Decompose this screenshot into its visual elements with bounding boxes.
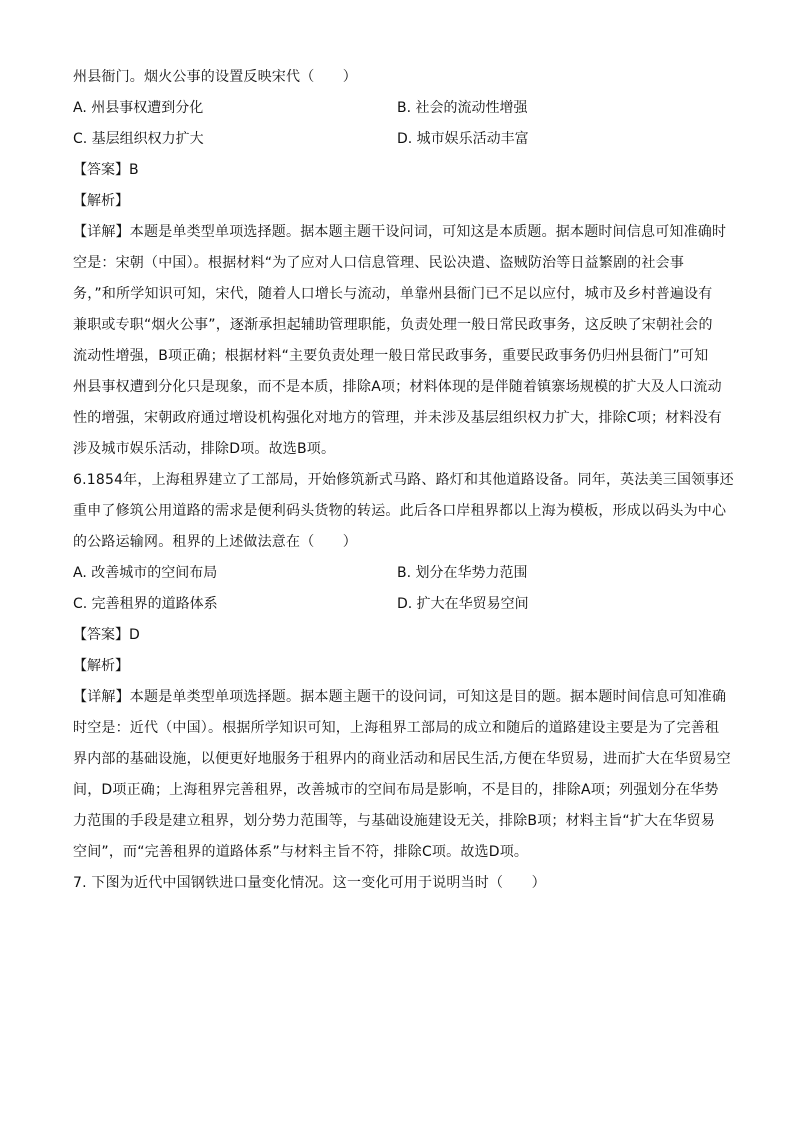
q5-options-row-2 — [73, 124, 723, 155]
q5-detail-line: 【详解】本题是单类型单项选择题。据本题主题干设问词，可知这是本质题。据本题时间信息可知准确时 — [73, 224, 727, 240]
q6-analysis-label: 【解析】 — [73, 658, 129, 674]
q6-answer: 【答案】D — [73, 627, 140, 643]
q5-detail-line: 州县事权遭到分化只是现象，而不是本质，排除A项；材料体现的是伴随着镇寨场规模的扩大及人口流动 — [73, 379, 722, 395]
q6-stem-line: 的公路运输网。租界的上述做法意在（ ） — [73, 534, 357, 550]
q5-stem-tail: 州县衙门。烟火公事的设置反映宋代（ ） — [73, 69, 357, 85]
document-page — [73, 62, 734, 899]
q6-detail-line: 间，D项正确；上海租界完善租界，改善城市的空间布局是影响，不是目的，排除A项；列强划分在华势 — [73, 782, 719, 798]
q6-detail-line: 力范围的手段是建立租界，划分势力范围等，与基础设施建设无关，排除B项；材料主旨“扩大在华贸易 — [73, 813, 716, 829]
q6-option-d: D. 扩大在华贸易空间 — [397, 596, 529, 612]
q5-analysis-label: 【解析】 — [73, 193, 129, 209]
q6-option-c: C. 完善租界的道路体系 — [73, 596, 218, 612]
q6-options-row-2 — [73, 589, 723, 620]
q5-detail-line: 空是：宋朝（中国）。根据材料“为了应对人口信息管理、民讼决遣、盗贼防治等日益繁剧的社会事 — [73, 255, 685, 271]
q5-options-row-1 — [73, 93, 723, 124]
q6-detail-line: 【详解】本题是单类型单项选择题。据本题主题干的设问词，可知这是目的题。据本题时间信息可知准确 — [73, 689, 727, 705]
q5-detail-line: 性的增强，宋朝政府通过增设机构强化对地方的管理，并未涉及基层组织权力扩大，排除C项；材料没有 — [73, 410, 722, 426]
q6-option-b: B. 划分在华势力范围 — [397, 565, 528, 581]
q6-detail-line: 时空是：近代（中国）。根据所学知识可知，上海租界工部局的成立和随后的道路建设主要是为了完善租 — [73, 720, 720, 736]
q6-stem-line: 6.1854年，上海租界建立了工部局，开始修筑新式马路、路灯和其他道路设备。同年，英法美三国领事还 — [73, 472, 734, 488]
q5-detail-line: 务，”和所学知识可知，宋代，随着人口增长与流动，单靠州县衙门已不足以应付，城市及乡村普遍设有 — [73, 286, 713, 302]
q6-detail-line: 界内部的基础设施，以便更好地服务于租界内的商业活动和居民生活,方便在华贸易，进而扩大在华贸易空 — [73, 751, 731, 767]
q5-detail-line: 流动性增强，B项正确；根据材料“主要负责处理一般日常民政事务，重要民政事务仍归州县衙门”可知 — [73, 348, 709, 364]
q5-option-c: C. 基层组织权力扩大 — [73, 131, 204, 147]
q6-options-row-1 — [73, 558, 723, 589]
q6-option-a: A. 改善城市的空间布局 — [73, 565, 218, 581]
q6-stem-line: 重申了修筑公用道路的需求是便利码头货物的转运。此后各口岸租界都以上海为模板，形成以码头为中心 — [73, 503, 727, 519]
q7-stem: 7. 下图为近代中国钢铁进口量变化情况。这一变化可用于说明当时（ ） — [73, 875, 546, 891]
q5-option-b: B. 社会的流动性增强 — [397, 100, 528, 116]
q6-detail-line: 空间”，而“完善租界的道路体系”与材料主旨不符，排除C项。故选D项。 — [73, 844, 529, 860]
q5-detail-line: 兼职或专职“烟火公事”，逐渐承担起辅助管理职能，负责处理一般日常民政事务，这反映了宋朝社会的 — [73, 317, 713, 333]
q5-option-a: A. 州县事权遭到分化 — [73, 100, 204, 116]
q5-detail-line: 涉及城市娱乐活动，排除D项。故选B项。 — [73, 441, 336, 457]
q5-option-d: D. 城市娱乐活动丰富 — [397, 131, 529, 147]
q5-answer: 【答案】B — [73, 162, 139, 178]
